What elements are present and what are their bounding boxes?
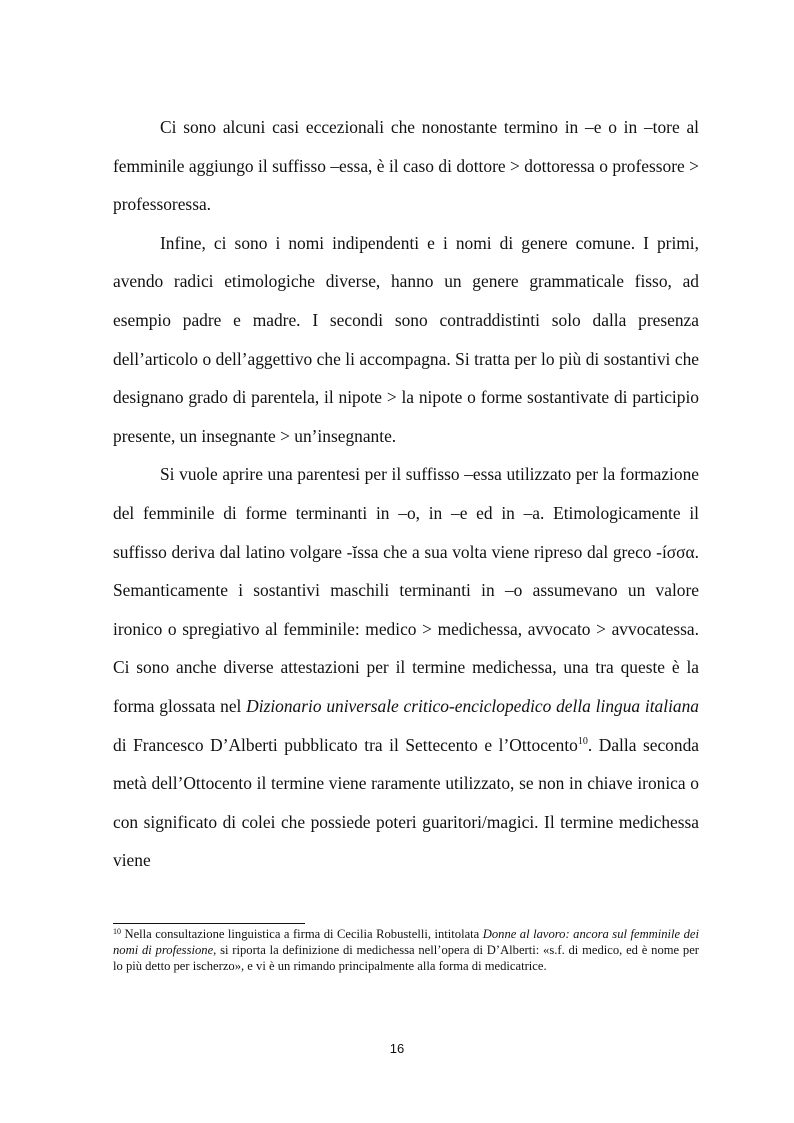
dictionary-title: Dizionario universale critico-enciclopedico della lingua italiana [246, 695, 699, 716]
paragraph-text: Infine, ci sono i nomi indipendenti e i nomi di genere comune. I primi, avendo radici etimologiche diverse, hanno un genere grammaticale fisso, ad esempio padre e madre. I secondi sono contraddistinti solo dalla presenza dell’articolo o dell’aggettivo che li accompagna. Si tratta per lo più di sostantivi che designano grado di parentela, il nipote > la nipote o forme sostantivate di participio presente, un insegnante > un’insegnante. [113, 232, 699, 446]
body-text [113, 108, 699, 880]
footnote-reference[interactable]: 10 [577, 735, 588, 747]
paragraph-suffisso-essa-eccezioni [113, 108, 699, 224]
paragraph-text: di Francesco D’Alberti pubblicato tra il Settecento e l’Ottocento [113, 734, 578, 755]
footnote [113, 926, 699, 975]
paragraph-text: Ci sono alcuni casi eccezionali che nonostante termino in –e o in –tore al femminile aggiungo il suffisso –essa, è il caso di dottore > dottoressa o professore > professoressa. [113, 117, 699, 215]
footnote-separator [113, 923, 305, 924]
paragraph-text: Si vuole aprire una parentesi per il suffisso –essa utilizzato per la formazione del femminile di forme terminanti in –o, in –e ed in –a. Etimologicamente il suffisso deriva dal latino volgare -ĭssa che a sua volta viene ripreso dal greco -íσσα. Semanticamente i sostantivi maschili terminanti in –o assumevano un valore ironico o spregiativo al femminile: medico > medichessa, avvocato > avvocatessa. Ci sono anche diverse attestazioni per il termine medichessa, una tra queste è la forma glossata nel [113, 464, 699, 716]
footnote-article-title: Donne al lavoro: ancora sul femminile dei nomi di professione [113, 927, 699, 958]
footnote-text: Nella consultazione linguistica a firma di Cecilia Robustelli, intitolata [121, 927, 483, 941]
footnote-number: 10 [113, 927, 121, 936]
footnote-text: , si riporta la definizione di medichessa nell’opera di D’Alberti: «s.f. di medico, ed è nome per lo più detto per ischerzo», e vi è un rimando principalmente alla forma di medicatrice. [113, 943, 699, 974]
page-number: 16 [389, 1041, 405, 1056]
paragraph-text: . Dalla seconda metà dell’Ottocento il termine viene raramente utilizzato, se non in chiave ironica o con significato di colei che possiede poteri guaritori/magici. Il termine medichessa viene [113, 734, 699, 871]
paragraph-nomi-indipendenti [113, 224, 699, 456]
paragraph-suffisso-essa-parentesi [113, 455, 699, 880]
